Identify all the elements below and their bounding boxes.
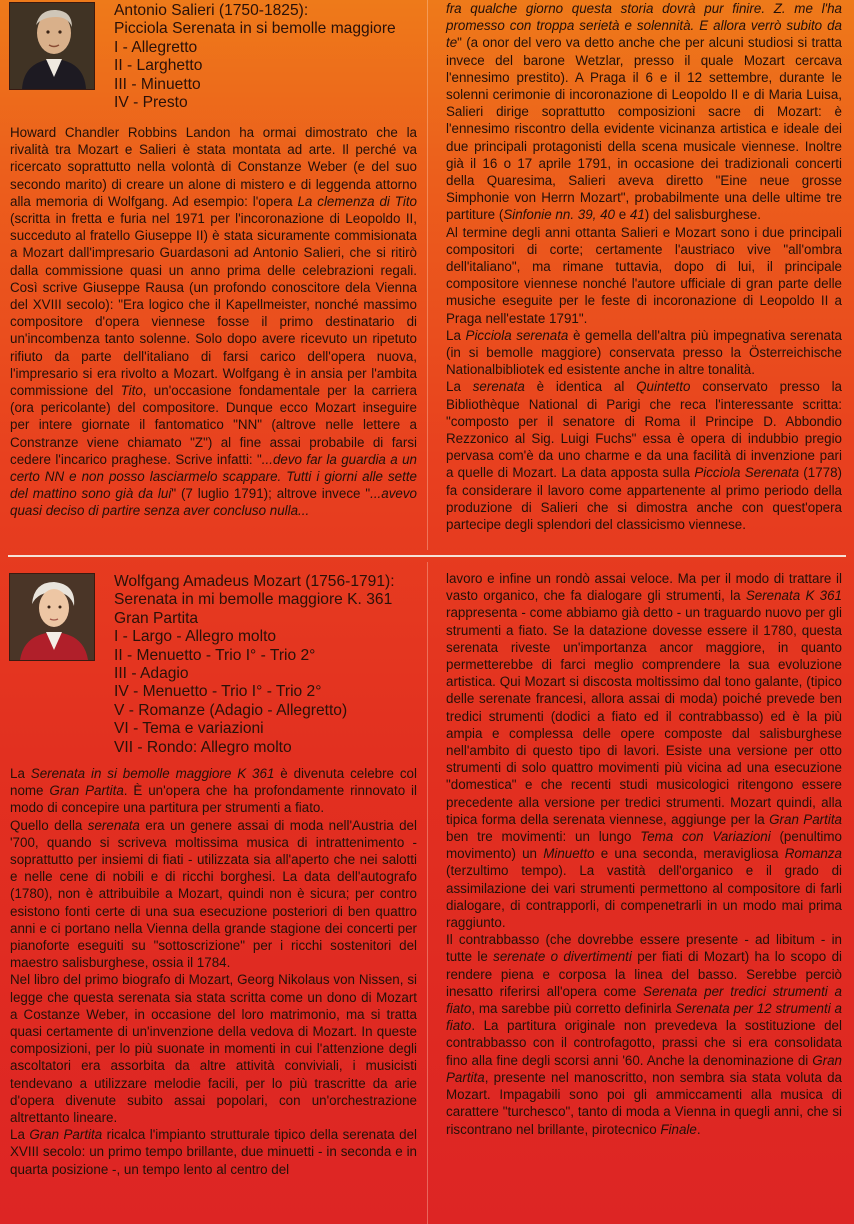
salieri-movement-4: IV - Presto: [114, 94, 188, 112]
mozart-paragraph-structure: La Gran Partita ricalca l'impianto strutturale tipico della serenata del XVIII secolo: un primo tempo brillante, due minuetti - in seconda e in quarta posizione -, un tempo lento al centro del: [10, 1127, 417, 1177]
mozart-paragraph-contrabbasso: Il contrabbasso (che dovrebbe essere presente - ad libitum - in tutte le serenate o divertimenti per fiati di Mozart) ha lo scopo di rendere piena e corposa la linea del basso. Serebbe perciò inesatto riferirsi all'opera come Serenata per tredici strumenti a fiato, ma sarebbe più corretto definirla Serenata per 12 strumenti a fiato. La partitura originale non prevedeva la sostituzione del contrabbasso con il controfagotto, prassi che si era consolidata fino alla fine degli scorsi anni '60. Anche la denominazione di Gran Partita, presente nel manoscritto, non sembra sia stata voluta da Mozart. Impagabili sono poi gli ammiccamenti alla musica di carattere "turchesco", tanto di moda a Vienna in quegli anni, che si riscontrano nel brillante, pirotecnico Finale.: [446, 932, 843, 1137]
salieri-portrait: [9, 2, 95, 90]
salieri-paragraph-court: Al termine degli anni ottanta Salieri e Mozart sono i due principali compositori di corte; certamente l'austriaco vive "all'ombra dell'italiano", ma rimane tuttavia, dopo di lui, il principale compositore viennese nonché l'autore ufficiale di gran parte delle musiche eseguite per le feste di incoronazione di Leopoldo II a Praga nell'estate 1791".: [446, 224, 842, 326]
mozart-heading: [114, 573, 395, 757]
mozart-paragraph-genre: Quello della serenata era un genere assai di moda nell'Austria del '700, quando si scriveva moltissima musica di intrattenimento - soprattutto per insiemi di fiati - utilizzata sia all'aperto che nei salotti e nelle cene di nobili e di ricchi borghesi. La data dell'autografo (1780), non è attribuibile a Mozart, quindi non è sicura; per contro esistono fonti certe di una sua esecuzione posteriori di ben quattro anni e ci portano nella Vienna della grande stagione dei concerti per pianoforte eseguiti su "sottoscrizione" per i ricchi sostenitori del maestro salisburghese, ossia il 1784.: [10, 817, 417, 971]
salieri-movement-2: II - Larghetto: [114, 57, 203, 75]
mozart-movement-6: VI - Tema e variazioni: [114, 720, 264, 738]
salieri-paragraph-twin: La Picciola serenata è gemella dell'altra più impegnativa serenata (in si bemolle maggiore) conservata presso la Österreichische Nationalbibliotek ed esistente anche in altre tonalità.: [446, 327, 843, 378]
salieri-left-column: [10, 124, 417, 520]
salieri-paragraph: Howard Chandler Robbins Landon ha ormai dimostrato che la rivalità tra Mozart e Salieri è stata montata ad arte. Il perché va ricercato soprattutto nella volontà di Constanze Weber (e del suo secondo marito) di creare un alone di mistero e di leggenda attorno alla memoria di Wolfgang. Ad esempio: l'opera La clemenza di Tito (scritta in fretta e furia nel 1971 per l'incoronazione di Leopoldo II, succeduto al fratello Giuseppe II) è stata sicuramente commisionata a Mozart dall'impresario Guardasoni ad Antonio Salieri, che si ritirò dalla commissione quasi un anno prima delle celebrazioni regali. Così scrive Giuseppe Rausa (un profondo conoscitore dela Vienna del XVIII secolo): "Era logico che il Kapellmeister, nonché massimo compositore d'opera viennese fosse il primo destinatario di un'incombenza tanto solenne. Solo dopo avere ricevuto un ripetuto rifiuto da parte dell'italiano di farsi carico dell'opera nuova, l'impresario si era rivolto a Mozart. Wolfgang è in ansia per l'ambita commissione del Tito, un'occasione fondamentale per la carriera (ora pericolante) del compositore. Dunque ecco Mozart inseguire per intere giornate il fantomatico "NN" (altrove nelle lettere a Constranze viene chiamato "Z") al fine assai probabile di farsi cedere l'incarico praghese. Scrive infatti: "...devo far la guardia a un certo NN e non posso lasciarmelo scappare. Tutti i giorni alle sette del mattino sono già da lui" (7 luglio 1791); altrove invece "...avevo quasi deciso di partire senza aver concluso nulla...: [10, 125, 417, 519]
salieri-paragraph-quintetto: La serenata è identica al Quintetto conservato presso la Bibliothèque National di Parigi che reca l'interessante scritta: "composto per il senatore di Roma il Principe D. Abbondio Rezzonico al Sig. Luigi Fuchs" essa è opera di indubbio pregio pervasa com'è da uno charme e da una facilità di invenzione pari a quelle di Mozart. La data apposta sulla Picciola Serenata (1778) fa considerare il lavoro come appartenente al primo periodo della produzione di Salieri che si dimostra anche con quest'opera partecipe degli splendori del classicismo viennese.: [446, 379, 842, 533]
salieri-paragraph-continued: fra qualche giorno questa storia dovrà pur finire. Z. me l'ha promesso con troppa serietà e solennità. E allora verrò subito da te" (a onor del vero va detto anche che per alcuni studiosi si tratta invece del barone Wetzlar, presso il quale Mozart cercava l'ennesimo prestito). A Praga il 6 e il 12 settembre, durante le solenni cerimonie di incoronazione di Leopoldo II e di Maria Luisa, Salieri dirige soprattutto composizioni sacre di Mozart: è l'ennesimo riscontro della evidente vicinanza artistica e ideale dei due principali protagonisti della scena musicale viennese. Inoltre già il 16 o 17 aprile 1791, in occasione dei tradizionali concerti della Quaresima, Salieri aveva diretto "Eine neue grosse Simphonie von Herrn Mozart", probabilmente una delle ultime tre partiture (Sinfonie nn. 39, 40 e 41) del salisburghese.: [446, 1, 842, 223]
mozart-paragraph-intro: La Serenata in si bemolle maggiore K 361 è divenuta celebre col nome Gran Partita. È un'opera che ha profondamente rinnovato il modo di concepire una partitura per strumenti a fiato.: [10, 766, 418, 816]
column-gutter-bottom: [427, 562, 428, 1224]
mozart-right-column: [446, 570, 842, 1138]
mozart-movement-5: V - Romanze (Adagio - Allegretto): [114, 701, 348, 719]
mozart-paragraph-nissen: Nel libro del primo biografo di Mozart, Georg Nikolaus von Nissen, si legge che questa serenata sia stata scritta come un dono di Mozart a Costanze Weber, in occasione del loro matrimonio, ma si tratta quasi certamente di un'invenzione della vedova di Mozart. In queste composizioni, per lo più suonate in momenti in cui l'attenzione degli ascoltatori era assorbita da altre attività conviviali, i musicisti tendevano a utilizzare melodie facili, per lo più trascritte da arie d'opera divenute subito assai popolari, con un'orchestrazione altrettanto lineare.: [10, 972, 417, 1126]
salieri-composer-title: Antonio Salieri (1750-1825):: [114, 2, 309, 19]
mozart-movement-1: I - Largo - Allegro molto: [114, 628, 277, 646]
mozart-movement-3: III - Adagio: [114, 665, 189, 683]
salieri-movement-3: III - Minuetto: [114, 75, 201, 93]
mozart-movement-7: VII - Rondo: Allegro molto: [114, 738, 292, 756]
mozart-portrait: [9, 573, 95, 661]
mozart-movement-2: II - Menuetto - Trio I° - Trio 2°: [114, 646, 316, 664]
salieri-work-title: Picciola Serenata in si bemolle maggiore: [114, 20, 396, 38]
mozart-paragraph-organico: lavoro e infine un rondò assai veloce. Ma per il modo di trattare il vasto organico, che fa dialogare gli strumenti, la Serenata K 361 rappresenta - come abbiamo già detto - un traguardo nuovo per gli strumenti a fiato. Se la datazione dovesse essere il 1780, questa serenata riveste un'importanza ancor maggiore, in quanto permetterebbe di farci meglio comprendere la sua evoluzione artistica. Qui Mozart si discosta moltissimo dal tono galante, (tipico delle serenate francesi, allora assai di moda) poiché prevede ben tredici strumenti (dodici a fiato ed il contrabbasso) ed è la più ampia e complessa delle opere composte dal salisburghese nell'ambito di questo tipo di lavori. Esiste una versione per otto strumenti di solo quattro movimenti più vicina ad una esecuzione "domestica" e che recenti studi musicologici ritengono essere precedente alla versione per tredici strumenti. Mozart quindi, alla tipica forma della serenata viennese, aggiunge per la Gran Partita ben tre movimenti: un lungo Tema con Variazioni (penultimo movimento) un Minuetto e una seconda, meravigliosa Romanza (terzultimo tempo). La vastità dell'organico e il grado di assimilazione dei vari strumenti permettono al compositore di farli dialogare, di contrapporli, di compenetrarli in un modo mai prima raggiunto.: [446, 571, 842, 931]
mozart-composer-title: Wolfgang Amadeus Mozart (1756-1791):: [114, 573, 395, 590]
mozart-work-title: Serenata in mi bemolle maggiore K. 361: [114, 591, 393, 609]
mozart-movement-4: IV - Menuetto - Trio I° - Trio 2°: [114, 683, 322, 701]
mozart-work-nickname: Gran Partita: [114, 609, 199, 627]
salieri-movement-1: I - Allegretto: [114, 38, 198, 56]
mozart-left-column: [10, 765, 417, 1178]
column-gutter-top: [427, 0, 428, 550]
salieri-heading: [114, 2, 396, 112]
salieri-right-column: [446, 0, 842, 533]
section-divider: [8, 555, 846, 557]
